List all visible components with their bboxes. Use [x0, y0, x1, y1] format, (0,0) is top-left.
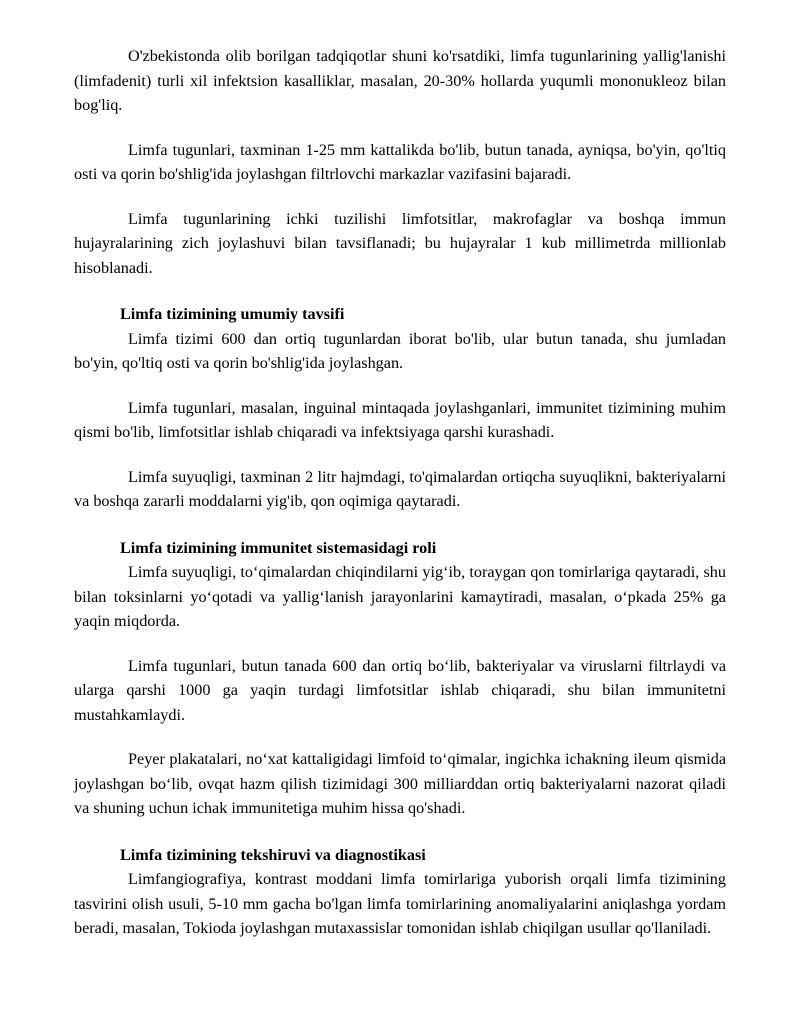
- section-general-paragraph-2: Limfa tugunlari, masalan, inguinal mintaqada joylashganlari, immunitet tizimining muhim qismi bo'lib, limfotsitlar ishlab chiqaradi va infektsiyaga qarshi kurashadi.: [74, 398, 726, 441]
- section-immunity-paragraph-3: Peyer plakatalari, no‘xat kattaligidagi limfoid to‘qimalar, ingichka ichakning ileum qismida joylashgan bo‘lib, ovqat hazm qilish tizimidagi 300 milliarddan ortiq bakteriyalarni nazorat qiladi va shuning uchun ichak immunitetiga muhim hissa qo'shadi.: [74, 750, 726, 817]
- section-general-paragraph-1: Limfa tizimi 600 dan ortiq tugunlardan iborat bo'lib, ular butun tanada, shu jumladan bo'yin, qo'ltiq osti va qorin bo'shlig'ida joylashgan.: [74, 329, 726, 372]
- section-immunity-paragraph-1: Limfa suyuqligi, to‘qimalardan chiqindilarni yig‘ib, toraygan qon tomirlariga qaytaradi, shu bilan toksinlarni yo‘qotadi va yallig‘lanish jarayonlarini kamaytiradi, masalan, o‘pkada 25% ga yaqin miqdorda.: [74, 563, 726, 630]
- section-immunity-paragraph-2: Limfa tugunlari, butun tanada 600 dan ortiq bo‘lib, bakteriyalar va viruslarni filtrlaydi va ularga qarshi 1000 ga yaqin turdagi limfotsitlar ishlab chiqaradi, shu bilan immunitetni mustahkamlaydi.: [74, 656, 726, 724]
- intro-paragraph-3: Limfa tugunlarining ichki tuzilishi limfotsitlar, makrofaglar va boshqa immun hujayralarining zich joylashuvi bilan tavsiflanadi; bu hujayralar 1 kub millimetrda millionlab hisoblanadi.: [74, 209, 726, 277]
- document-page: [74, 44, 726, 961]
- section-general-paragraph-3: Limfa suyuqligi, taxminan 2 litr hajmdagi, to'qimalardan ortiqcha suyuqlikni, bakteriyalarni va boshqa zararli moddalarni yig'ib, qon oqimiga qaytaradi.: [74, 467, 726, 510]
- section-diagnostics-paragraph-1: Limfangiografiya, kontrast moddani limfa tomirlariga yuborish orqali limfa tizimining tasvirini olish usuli, 5-10 mm gacha bo'lgan limfa tomirlarining anomaliyalarini aniqlashga yordam beradi, masalan, Tokioda joylashgan mutaxassislar tomonidan ishlab chiqilgan usullar qo'llaniladi.: [74, 870, 726, 937]
- section-heading-diagnostics: Limfa tizimining tekshiruvi va diagnostikasi: [120, 845, 426, 864]
- section-heading-immunity: Limfa tizimining immunitet sistemasidagi roli: [120, 538, 437, 557]
- intro-paragraph-2: Limfa tugunlari, taxminan 1-25 mm kattalikda bo'lib, butun tanada, ayniqsa, bo'yin, qo'ltiq osti va qorin bo'shlig'ida joylashgan filtrlovchi markazlar vazifasini bajaradi.: [74, 140, 726, 183]
- section-heading-general: Limfa tizimining umumiy tavsifi: [120, 305, 345, 323]
- intro-paragraph-1: O'zbekistonda olib borilgan tadqiqotlar shuni ko'rsatdiki, limfa tugunlarining yallig'lanishi (limfadenit) turli xil infektsion kasalliklar, masalan, 20-30% hollarda yuqumli mononukleoz bilan bog'liq.: [74, 47, 726, 114]
